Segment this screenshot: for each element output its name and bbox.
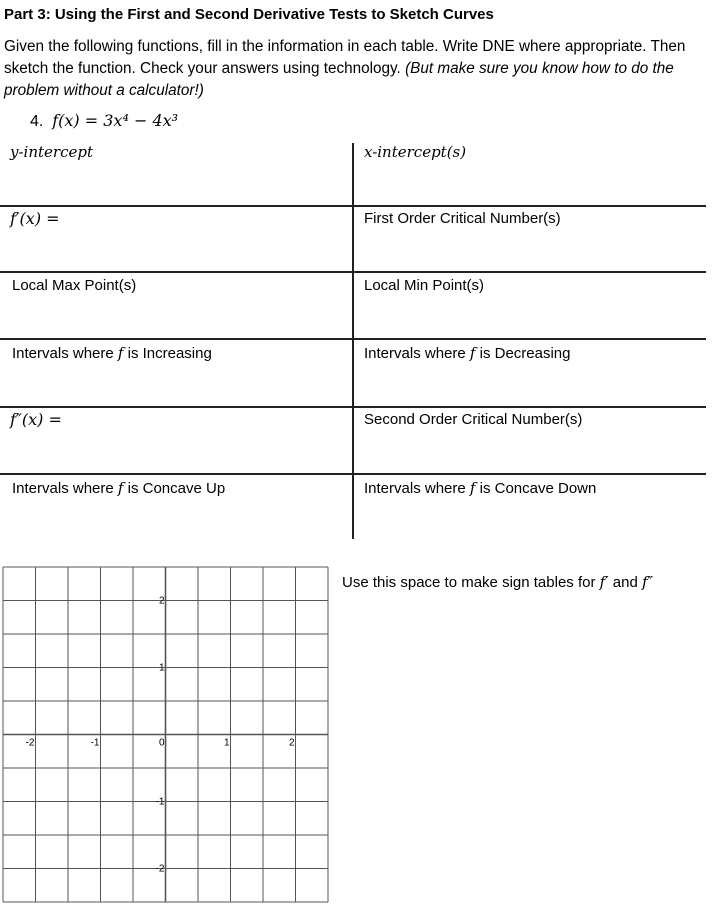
y-tick-label: 1 [158, 662, 165, 674]
sign-note-text: Use this space to make sign tables for [342, 574, 600, 591]
concave-down-prefix: Intervals where [364, 480, 470, 497]
problem-number: 4. [30, 113, 44, 130]
table-row-line [0, 406, 706, 408]
table-row-line [0, 271, 706, 273]
sign-note-and: and [608, 574, 642, 591]
increasing-var: f [117, 344, 124, 362]
x-tick-label: -2 [25, 737, 35, 749]
table-row-line [0, 205, 706, 207]
second-order-critical-label: Second Order Critical Number(s) [364, 411, 583, 428]
grid-lines [3, 567, 328, 902]
y-intercept-label: y-intercept [10, 143, 93, 161]
sign-note-f1: f′ [599, 573, 609, 591]
local-max-label: Local Max Point(s) [12, 277, 137, 294]
local-min-label: Local Min Point(s) [364, 277, 485, 294]
section-title: Part 3: Using the First and Second Derivative Tests to Sketch Curves [4, 6, 494, 23]
x-tick-label: 0 [158, 737, 165, 749]
y-tick-label: -1 [155, 796, 165, 808]
x-tick-label: 1 [223, 737, 230, 749]
concave-up-suffix: is Concave Up [123, 480, 226, 497]
concave-down-label [364, 479, 596, 497]
x-tick-label: -1 [90, 737, 100, 749]
decreasing-prefix: Intervals where [364, 345, 470, 362]
concave-up-var: f [117, 479, 124, 497]
sign-table-note [342, 573, 653, 591]
instructions-main: Given the following functions, fill in the information in each table. Write DNE where appropriate. Then sketch the function. Check your answers using technology. [4, 38, 686, 77]
problem-function: f(x) = 3x⁴ − 4x³ [52, 111, 179, 130]
f-double-prime-label: f″(x) = [10, 410, 62, 429]
problem-statement [30, 111, 178, 131]
table-row-line [0, 338, 706, 340]
concave-up-prefix: Intervals where [12, 480, 118, 497]
concave-up-label [12, 479, 225, 497]
increasing-prefix: Intervals where [12, 345, 118, 362]
coordinate-grid [0, 564, 332, 904]
decreasing-suffix: is Decreasing [475, 345, 571, 362]
concave-down-var: f [469, 479, 476, 497]
y-tick-label: 2 [158, 595, 165, 607]
x-intercepts-label: x-intercept(s) [364, 143, 467, 161]
table-divider [352, 143, 354, 539]
decreasing-var: f [469, 344, 476, 362]
f-prime-label: f′(x) = [10, 209, 60, 228]
first-order-critical-label: First Order Critical Number(s) [364, 210, 561, 227]
decreasing-label [364, 344, 571, 362]
increasing-label [12, 344, 212, 362]
instructions-note: (But make sure you know how to do the problem without a calculator!) [4, 60, 674, 99]
y-tick-label: -2 [155, 863, 165, 875]
concave-down-suffix: is Concave Down [475, 480, 597, 497]
instructions [4, 36, 704, 102]
increasing-suffix: is Increasing [123, 345, 212, 362]
sign-note-f2: f″ [641, 573, 654, 591]
table-row-line [0, 473, 706, 475]
x-tick-label: 2 [288, 737, 295, 749]
